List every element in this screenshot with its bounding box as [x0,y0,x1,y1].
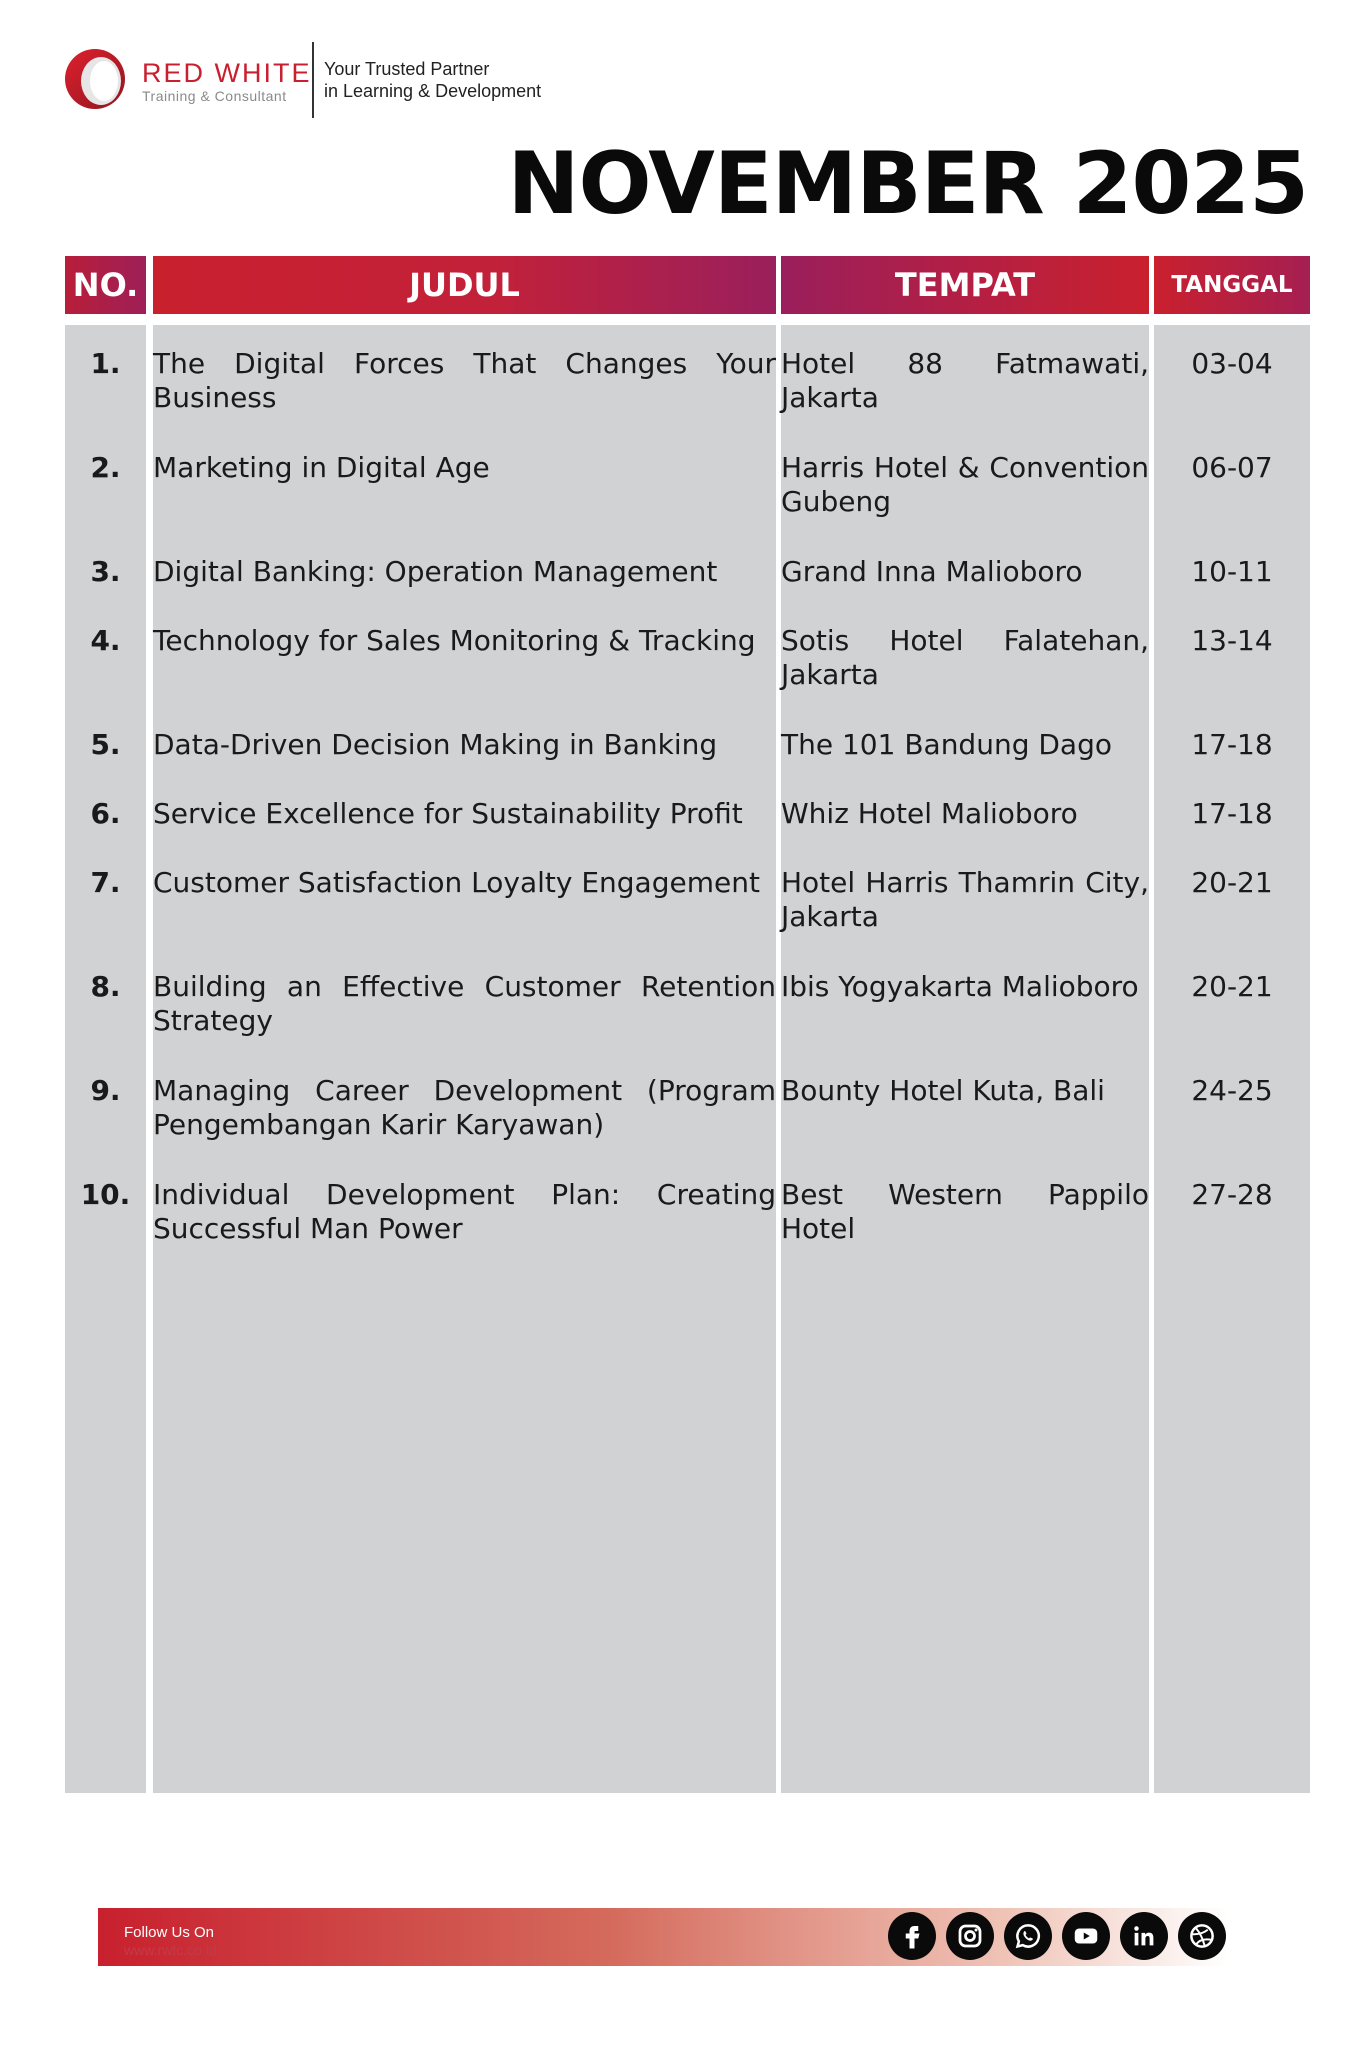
row-date: 27-28 [1191,1178,1273,1211]
row-title: Service Excellence for Sustainability Profit [153,797,743,830]
website-link[interactable]: www.rwtc.co.id [124,1942,217,1958]
row-venue: Harris Hotel & Convention Gubeng [781,451,1149,518]
row-date: 06-07 [1191,451,1273,484]
whatsapp-icon[interactable] [1004,1912,1052,1960]
row-number: 8. [90,970,121,1003]
footer-bar [98,1908,1228,1966]
row-venue: The 101 Bandung Dago [781,728,1112,761]
row-venue: Sotis Hotel Falatehan, Jakarta [781,624,1149,691]
row-date: 17-18 [1191,797,1273,830]
facebook-icon[interactable] [888,1912,936,1960]
row-number: 7. [90,866,121,899]
table-row [0,1074,1364,1178]
row-title: Individual Development Plan: Creating Successful Man Power [153,1178,776,1245]
header-divider [312,42,314,118]
row-date: 10-11 [1191,555,1273,588]
tagline-line-2: in Learning & Development [324,81,542,101]
header-tanggal: TANGGAL [1154,256,1310,314]
row-date: 20-21 [1191,970,1273,1003]
tagline [324,58,541,102]
table-row [0,970,1364,1074]
header-judul: JUDUL [153,256,776,314]
row-number: 2. [90,451,121,484]
brand [142,58,312,104]
row-number: 10. [80,1178,131,1211]
row-number: 1. [90,347,121,380]
tagline-line-1: Your Trusted Partner [324,59,490,79]
row-date: 13-14 [1191,624,1273,657]
table-row [0,1178,1364,1282]
row-title: The Digital Forces That Changes Your Business [153,347,776,414]
instagram-icon[interactable] [946,1912,994,1960]
row-number: 5. [90,728,121,761]
row-venue: Best Western Pappilo Hotel [781,1178,1149,1245]
table-row [0,555,1364,624]
row-number: 6. [90,797,121,830]
table-row [0,728,1364,797]
row-number: 4. [90,624,121,657]
page-title: NOVEMBER 2025 [507,134,1308,234]
row-title: Building an Effective Customer Retention Strategy [153,970,776,1037]
row-date: 03-04 [1191,347,1273,380]
brand-subtitle: Training & Consultant [142,88,287,104]
row-number: 3. [90,555,121,588]
row-venue: Grand Inna Malioboro [781,555,1083,588]
row-date: 17-18 [1191,728,1273,761]
follow-us-label: Follow Us On [124,1924,215,1941]
row-title: Managing Career Development (Program Pengembangan Karir Karyawan) [153,1074,776,1141]
row-venue: Hotel 88 Fatmawati, Jakarta [781,347,1149,414]
schedule-table [0,347,1364,1282]
header-tempat: TEMPAT [781,256,1149,314]
row-venue: Bounty Hotel Kuta, Bali [781,1074,1105,1107]
row-number: 9. [90,1074,121,1107]
row-venue: Whiz Hotel Malioboro [781,797,1078,830]
youtube-icon[interactable] [1062,1912,1110,1960]
row-date: 20-21 [1191,866,1273,899]
table-row [0,797,1364,866]
row-title: Data-Driven Decision Making in Banking [153,728,718,761]
table-row [0,866,1364,970]
row-title: Customer Satisfaction Loyalty Engagement [153,866,760,899]
brand-logo [64,48,126,110]
row-title: Digital Banking: Operation Management [153,555,718,588]
dribbble-icon[interactable] [1178,1912,1226,1960]
table-row [0,624,1364,728]
row-date: 24-25 [1191,1074,1273,1107]
row-title: Technology for Sales Monitoring & Tracking [153,624,756,657]
table-row [0,347,1364,451]
header-no: NO. [65,256,146,314]
row-venue: Ibis Yogyakarta Malioboro [781,970,1139,1003]
brand-name: RED WHITE [142,58,312,88]
table-row [0,451,1364,555]
row-venue: Hotel Harris Thamrin City, Jakarta [781,866,1149,933]
linkedin-icon[interactable] [1120,1912,1168,1960]
row-title: Marketing in Digital Age [153,451,490,484]
